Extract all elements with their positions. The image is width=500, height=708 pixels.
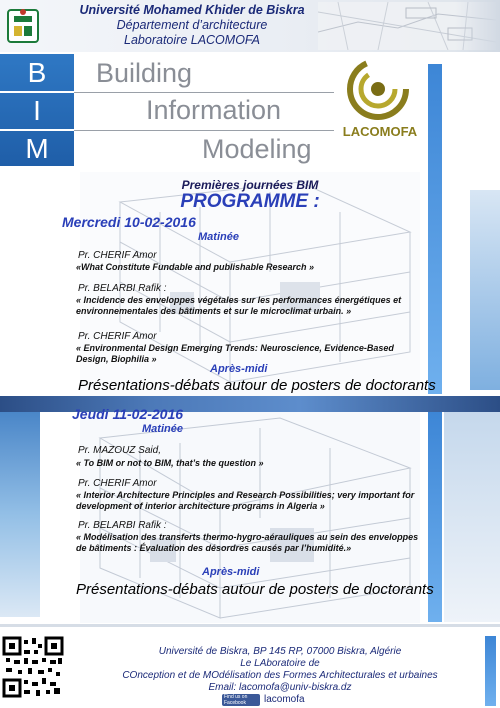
- day1-afternoon-text: Présentations-débats autour de posters de doctorants: [78, 377, 436, 394]
- footer-email[interactable]: Email: lacomofa@univ-biskra.dz: [208, 682, 352, 693]
- day1-afternoon-label: Après-midi: [210, 363, 268, 375]
- decor-panel: [444, 412, 500, 622]
- decor-bar: [485, 636, 496, 706]
- lacomofa-logo-icon: [340, 55, 416, 135]
- bim-rule: [74, 92, 334, 93]
- facebook-page-name[interactable]: lacomofa: [264, 694, 305, 705]
- program-title: PROGRAMME :: [180, 191, 320, 212]
- bim-separator: [0, 91, 74, 93]
- bim-letter-m: M: [25, 133, 49, 164]
- facebook-badge[interactable]: [222, 694, 260, 706]
- university-logo-icon: [6, 6, 40, 46]
- day2-afternoon-text: Présentations-débats autour de posters de doctorants: [76, 581, 434, 598]
- facebook-badge-label: Find us on Facebook: [224, 694, 248, 706]
- department-name: Département d’architecture: [116, 18, 268, 32]
- bim-word-modeling: Modeling: [202, 134, 312, 164]
- bim-word-information: Information: [146, 95, 282, 125]
- day1-talk3-title: « Environmental Design Emerging Trends: Neuroscience, Evidence-Based Design, Biophilia »: [76, 343, 394, 364]
- day1-talk3-speaker: Pr. CHERIF Amor: [78, 331, 157, 342]
- day1-talk2-speaker: Pr. BELARBI Rafik :: [78, 283, 167, 294]
- day1-date: Mercredi 10-02-2016: [62, 214, 196, 230]
- day1-talk1-speaker: Pr. CHERIF Amor: [78, 250, 157, 261]
- day2-afternoon-label: Après-midi: [202, 566, 260, 578]
- decor-panel: [444, 64, 500, 184]
- bim-letter-i: I: [33, 95, 41, 126]
- decor-left-panel: [0, 412, 40, 617]
- bim-letter-b: B: [27, 57, 47, 88]
- decor-panel: [470, 190, 500, 390]
- bim-rule: [74, 130, 334, 131]
- footer-rule: [0, 624, 500, 627]
- day2-morning-label: Matinée: [142, 423, 183, 435]
- day1-talk2-title: « Incidence des enveloppes végétales sur les performances énergétiques et environnementales des bâtiments et sur le microclimat urbain. »: [76, 295, 402, 316]
- university-name: Université Mohamed Khider de Biskra: [79, 3, 305, 17]
- decor-bar: [428, 64, 442, 394]
- bim-separator: [0, 129, 74, 131]
- lacomofa-logo-text: LACOMOFA: [342, 124, 418, 139]
- program-subtitle: Premières journées BIM: [181, 178, 319, 192]
- day2-talk1-speaker: Pr. MAZOUZ Said,: [78, 445, 161, 456]
- footer-address: Université de Biskra, BP 145 RP, 07000 Biskra, Algérie: [158, 646, 402, 657]
- footer-lab-line1: Le LAboratoire de: [240, 658, 320, 669]
- day1-morning-label: Matinée: [198, 231, 239, 243]
- day2-talk3-title: « Modélisation des transferts thermo-hygro-aérauliques au sein des enveloppes de bâtiments : Évaluation des désordres causés par l’humidité.»: [76, 532, 419, 553]
- bim-word-building: Building: [96, 58, 193, 88]
- day2-date: Jeudi 11-02-2016: [72, 406, 184, 422]
- day2-talk2-title: « Interior Architecture Principles and Research Possibilities; very important for development of interior architecture programs in Algeria »: [76, 490, 415, 511]
- footer-lab-line2: COnception et de MOdélisation des Formes Architecturales et urbaines: [122, 670, 438, 681]
- lab-name: Laboratoire LACOMOFA: [124, 33, 260, 47]
- header-fade: [455, 0, 500, 52]
- day2-talk3-speaker: Pr. BELARBI Rafik :: [78, 520, 167, 531]
- qr-code-icon[interactable]: [2, 636, 64, 698]
- day1-talk1-title: «What Constitute Fundable and publishable Research »: [76, 262, 315, 272]
- day2-talk1-title: « To BIM or not to BIM, that’s the question »: [76, 458, 264, 468]
- day2-talk2-speaker: Pr. CHERIF Amor: [78, 478, 157, 489]
